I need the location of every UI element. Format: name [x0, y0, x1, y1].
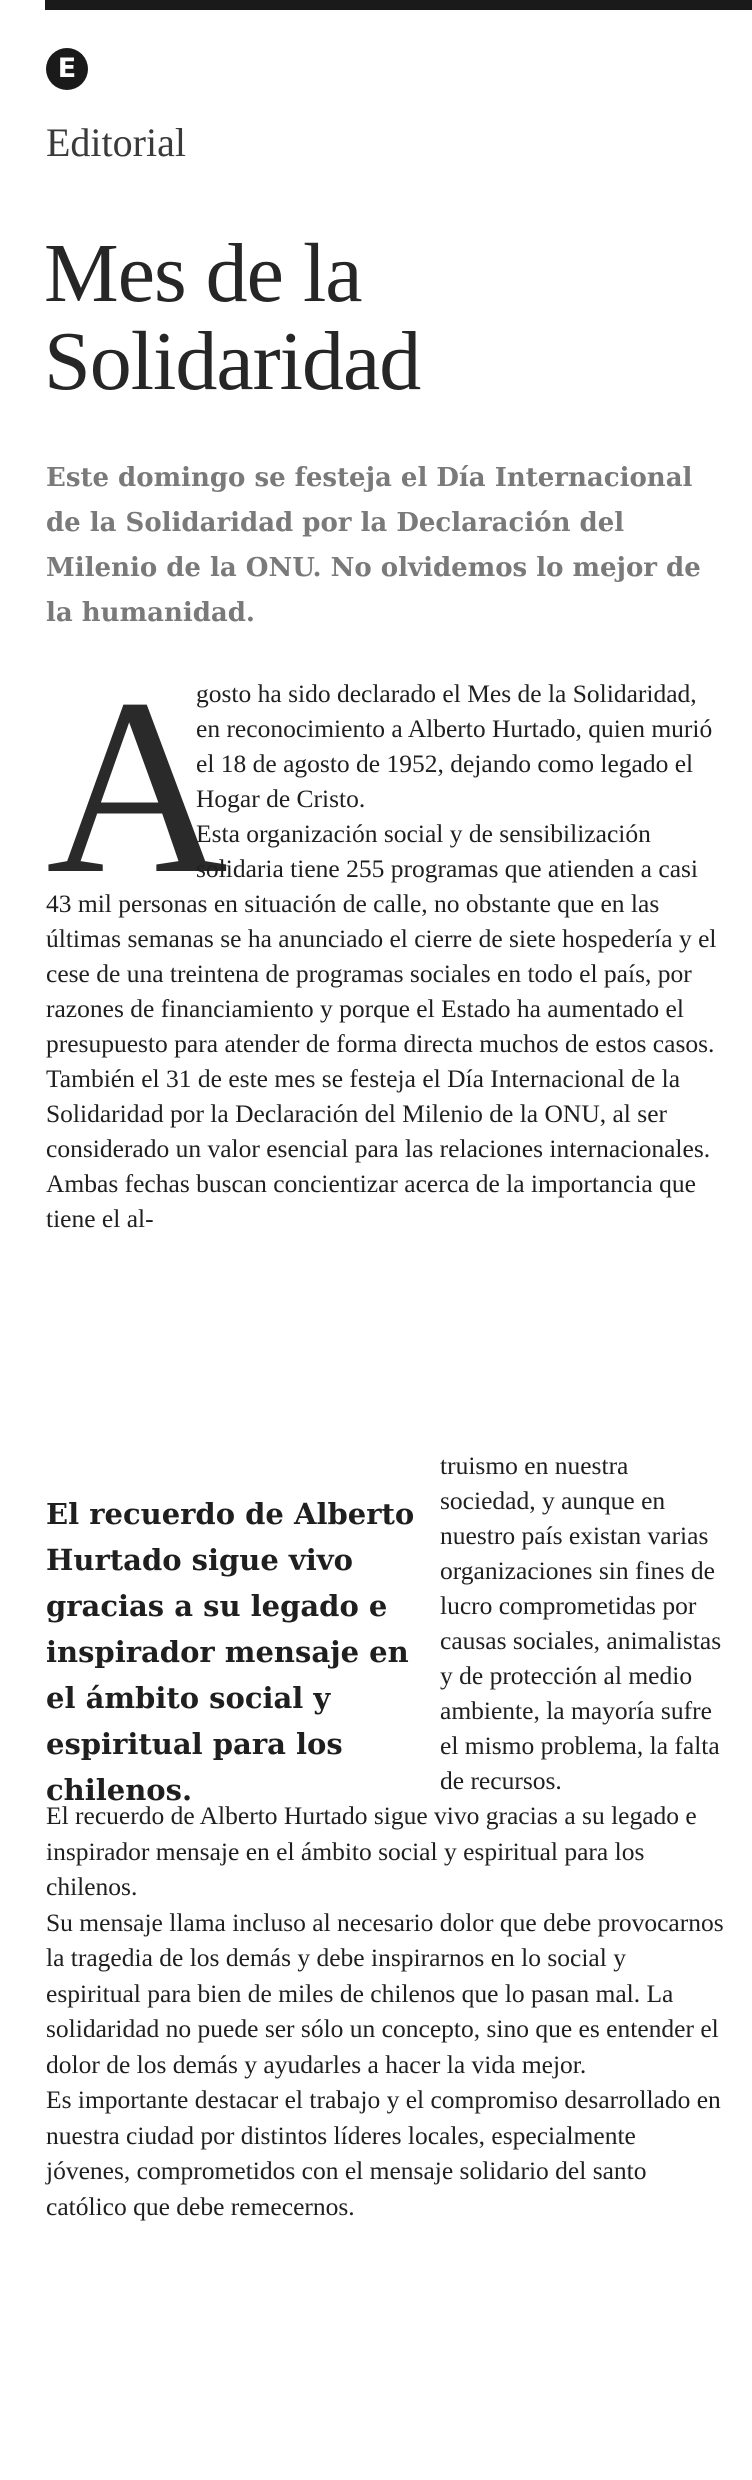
drop-cap: A: [46, 646, 228, 926]
dek: Este domingo se festeja el Día Internacional de la Solidaridad por la Declaración del Milenio de la ONU. No olvidemos lo mejor de la humanidad.: [46, 463, 701, 628]
paragraph-1: gosto ha sido declarado el Mes de la Solidaridad, en reconocimiento a Alberto Hurtado, quien murió el 18 de agosto de 1952, dejando como legado el Hogar de Cristo.: [196, 679, 713, 813]
paragraph-5: Su mensaje llama incluso al necesario dolor que debe provocarnos la tragedia de los demás y debe inspirarnos en lo social y espiritual para bien de miles de chilenos que lo pasan mal. La solidaridad no puede ser sólo un concepto, sino que es entender el dolor de los demás y ayudarles a hacer la vida mejor.: [46, 1907, 724, 2079]
headline: Mes de la Solidaridad: [44, 227, 421, 408]
article-side-column: [440, 1448, 725, 1798]
paragraph-6: Es importante destacar el trabajo y el compromiso desarrollado en nuestra ciudad por distintos líderes locales, especialmente jóvenes, comprometidos con el mensaje solidario del santo católico que debe remecernos.: [46, 2085, 721, 2221]
editorial-badge: E: [46, 48, 88, 90]
paragraph-3-start: También el 31 de este mes se festeja el Día Internacional de la Solidaridad por la Declaración del Milenio de la ONU, al ser considerado un valor esencial para las relaciones internacionales. Ambas fechas buscan concientizar acerca de la importancia que tiene el al-: [46, 1064, 711, 1233]
section-label: Editorial: [46, 120, 186, 165]
paragraph-3-continued: truismo en nuestra sociedad, y aunque en nuestro país existan varias organizaciones sin fines de lucro comprometidas por causas sociales, animalistas y de protección al medio ambiente, la mayoría sufre el mismo problema, la falta de recursos.: [440, 1451, 722, 1795]
top-rule: [45, 0, 752, 10]
pull-quote: El recuerdo de Alberto Hurtado sigue vivo gracias a su legado e inspirador mensaje en el ámbito social y espiritual para los chilenos.: [46, 1497, 415, 1807]
paragraph-4: El recuerdo de Alberto Hurtado sigue vivo gracias a su legado e inspirador mensaje en el ámbito social y espiritual para los chilenos.: [46, 1801, 697, 1901]
article-body-bottom: [46, 1798, 726, 2224]
article-body-top: [46, 646, 726, 1236]
paragraph-2: Esta organización social y de sensibilización solidaria tiene 255 programas que atienden a casi 43 mil personas en situación de calle, no obstante que en las últimas semanas se ha anunciado el cierre de siete hospedería y el cese de una treintena de programas sociales en todo el país, por razones de financiamiento y porque el Estado ha aumentado el presupuesto para atender de forma directa muchos de estos casos.: [46, 819, 717, 1058]
